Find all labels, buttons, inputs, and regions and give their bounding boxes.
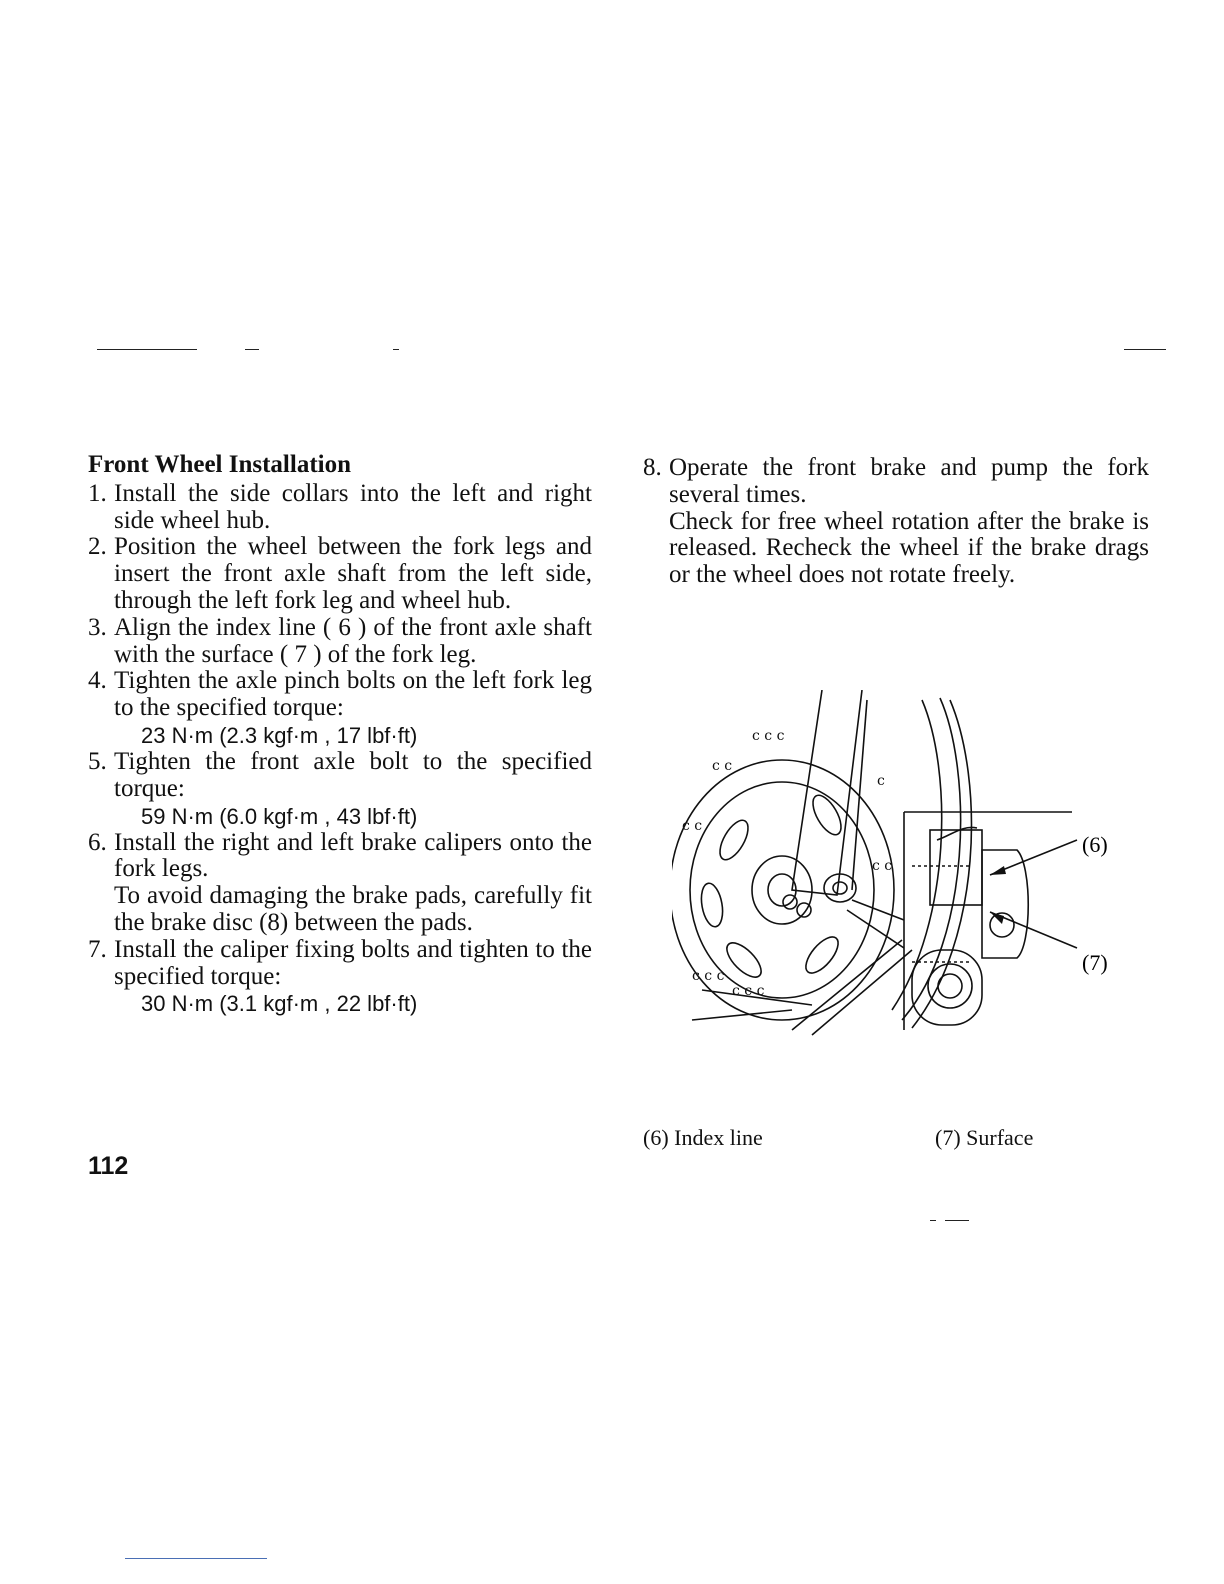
footer-mark	[930, 1220, 936, 1221]
step-text: Tighten the front axle bolt to the specified torque:	[114, 747, 592, 802]
torque-spec: 30 N·m (3.1 kgf·m , 22 lbf·ft)	[141, 991, 418, 1017]
svg-text:c c: c c	[872, 858, 893, 874]
header-rule-right	[1124, 349, 1166, 350]
callout-surface: (7)	[1082, 950, 1108, 975]
step-note: Check for free wheel rotation after the brake is released. Recheck the wheel if the brake drags or the wheel does not rotate freely.	[669, 507, 1149, 589]
step-text: Tighten the axle pinch bolts on the left fork leg to the specified torque:	[114, 667, 592, 722]
torque-spec: 59 N·m (6.0 kgf·m , 43 lbf·ft)	[141, 803, 418, 829]
step-5	[88, 749, 592, 830]
header-rule-dot	[393, 349, 399, 350]
step-note: To avoid damaging the brake pads, carefully fit the brake disc (8) between the pads.	[114, 882, 592, 936]
step-3	[88, 615, 592, 669]
svg-text:c c c: c c c	[732, 983, 765, 999]
caption-surface: (7) Surface	[935, 1125, 1034, 1150]
step-7	[88, 937, 592, 1018]
section-title: Front Wheel Installation	[88, 451, 351, 478]
svg-text:c c c: c c c	[752, 728, 785, 744]
step-number: 1.	[88, 479, 107, 507]
header-rule-left	[97, 349, 197, 350]
caption-index-line: (6) Index line	[643, 1125, 763, 1150]
svg-text:c: c	[877, 773, 885, 789]
callout-index-line: (6)	[1082, 832, 1108, 857]
step-number: 6.	[88, 828, 107, 856]
step-number: 8.	[643, 454, 662, 481]
step-number: 3.	[88, 613, 107, 641]
step-number: 7.	[88, 935, 107, 963]
step-text: Install the right and left brake calipers onto the fork legs.	[114, 828, 592, 883]
step-number: 2.	[88, 533, 107, 561]
step-text: Install the side collars into the left and right side wheel hub.	[114, 479, 592, 534]
left-column	[88, 452, 592, 1017]
step-number: 4.	[88, 667, 107, 695]
footer-rule-bottom	[125, 1558, 267, 1559]
svg-text:c c c: c c c	[692, 968, 725, 984]
step-text: Operate the front brake and pump the fork several times.	[669, 454, 1149, 508]
step-2	[88, 534, 592, 614]
torque-spec: 23 N·m (2.3 kgf·m , 17 lbf·ft)	[141, 722, 418, 748]
step-8	[643, 455, 1149, 589]
step-text: Align the index line ( 6 ) of the front axle shaft with the surface ( 7 ) of the fork leg.	[114, 613, 592, 668]
front-wheel-axle-illustration	[672, 690, 1132, 1040]
step-text: Install the caliper fixing bolts and tighten to the specified torque:	[114, 935, 592, 990]
header-rule-mid	[245, 349, 259, 350]
svg-text:c c: c c	[712, 758, 733, 774]
page-number: 112	[88, 1152, 129, 1180]
step-4	[88, 668, 592, 749]
right-column	[643, 455, 1149, 589]
step-6	[88, 830, 592, 937]
step-text: Position the wheel between the fork legs and insert the front axle shaft from the left side, through the left fork leg and wheel hub.	[114, 533, 592, 614]
step-1	[88, 481, 592, 535]
step-number: 5.	[88, 747, 107, 775]
footer-mark	[945, 1220, 969, 1221]
svg-text:c c: c c	[682, 818, 703, 834]
